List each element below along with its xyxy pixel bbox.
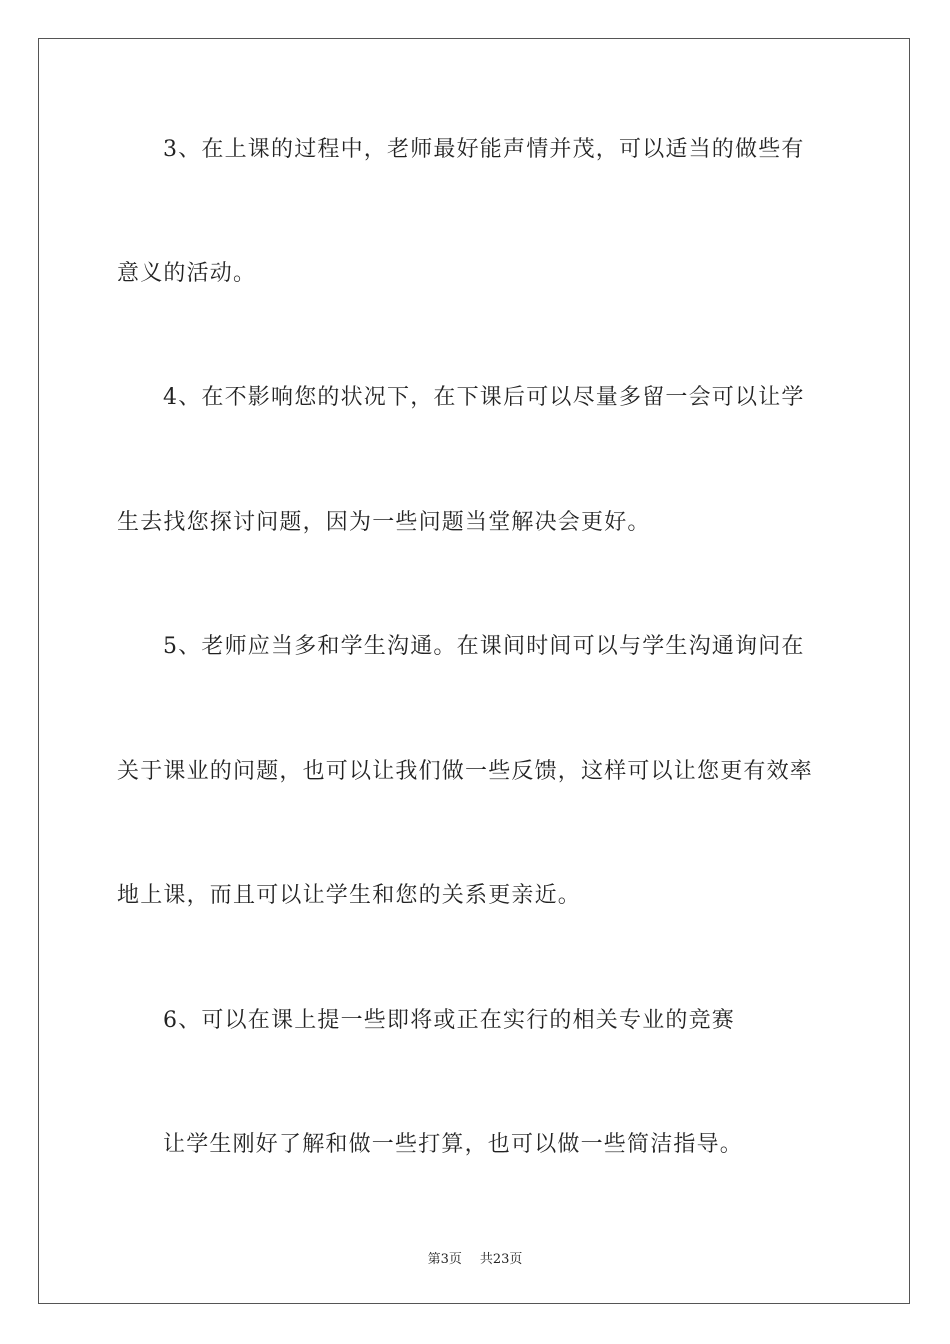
paragraph-3-line-2: 意义的活动。 [117,261,257,286]
paragraph-5-line-1: 5、老师应当多和学生沟通。在课间时间可以与学生沟通询问在 [163,634,805,659]
paragraph-4-line-1: 4、在不影响您的状况下，在下课后可以尽量多留一会可以让学 [163,385,805,410]
paragraph-5-line-3: 地上课，而且可以让学生和您的关系更亲近。 [117,883,582,908]
total-pages: 共23页 [479,1252,523,1267]
paragraph-6-line-1: 6、可以在课上提一些即将或正在实行的相关专业的竞赛 [163,1008,735,1033]
paragraph-5-line-2: 关于课业的问题，也可以让我们做一些反馈，这样可以让您更有效率 [117,759,814,784]
page-frame [38,38,910,1304]
page-footer [0,1248,950,1267]
paragraph-6-line-2: 让学生刚好了解和做一些打算，也可以做一些简洁指导。 [163,1132,744,1157]
paragraph-4-line-2: 生去找您探讨问题，因为一些问题当堂解决会更好。 [117,510,651,535]
paragraph-3-line-1: 3、在上课的过程中，老师最好能声情并茂，可以适当的做些有 [163,137,805,162]
page-number: 第3页 [427,1252,462,1267]
